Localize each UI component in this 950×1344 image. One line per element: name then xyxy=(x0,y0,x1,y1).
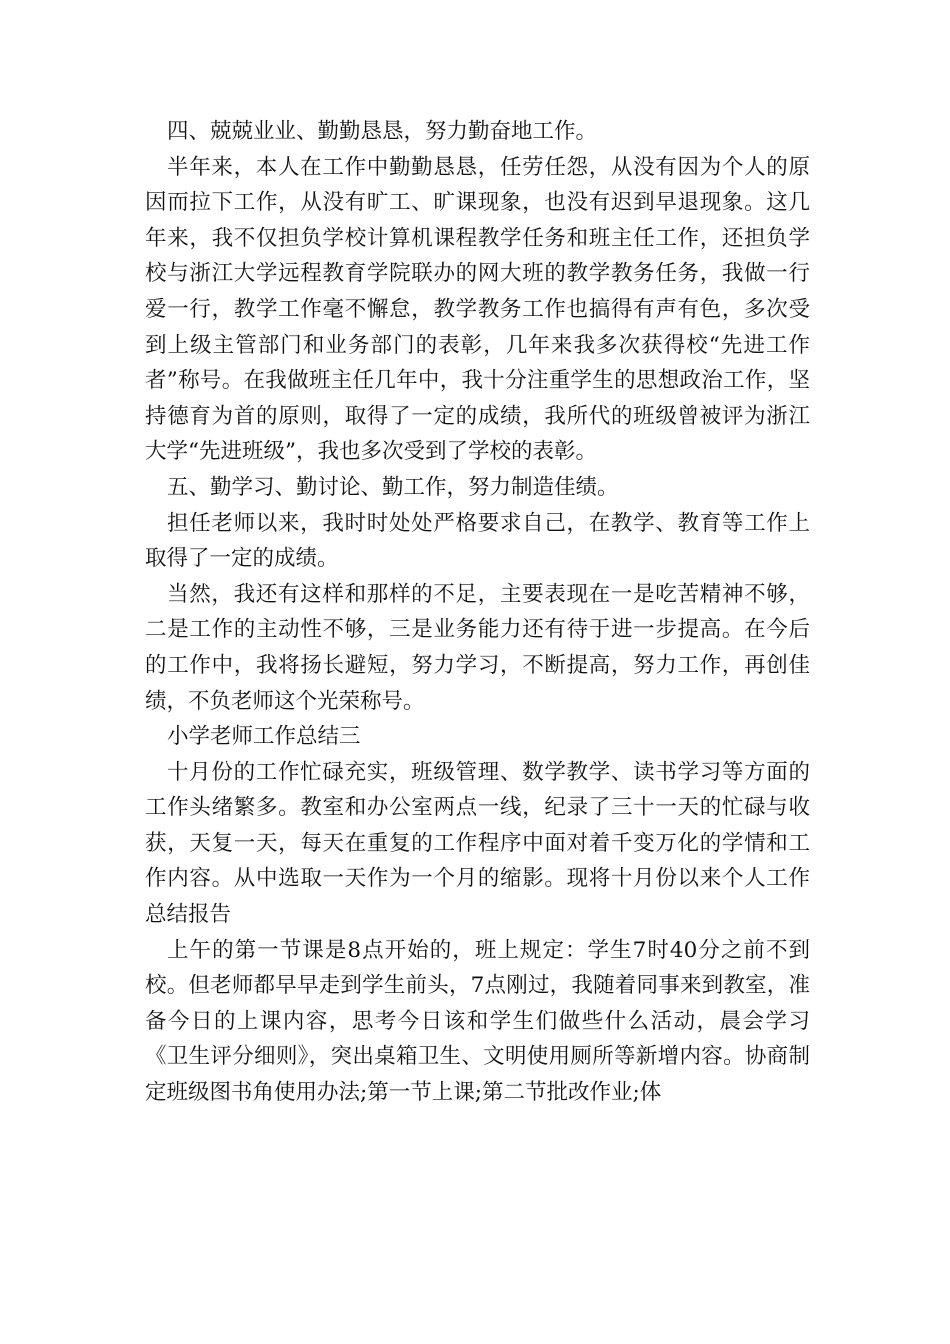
paragraph-october: 十月份的工作忙碌充实，班级管理、数学教学、读书学习等方面的工作头绪繁多。教室和办公室两点一线，纪录了三十一天的忙碌与收获，天复一天，每天在重复的工作程序中面对着千变万化的学情和工作内容。从中选取一天作为一个月的缩影。现将十月份以来个人工作总结报告 xyxy=(145,759,810,928)
paragraph-diligence: 半年来，本人在工作中勤勤恳恳，任劳任怨，从没有因为个人的原因而拉下工作，从没有旷工、旷课现象，也没有迟到早退现象。这几年来，我不仅担负学校计算机课程教学任务和班主任工作，还担负学校与浙江大学远程教育学院联办的网大班的教学教务任务，我做一行爱一行，教学工作毫不懈怠，教学教务工作也搞得有声有色，多次受到上级主管部门和业务部门的表彰，几年来我多次获得校“先进工作者”称号。在我做班主任几年中，我十分注重学生的思想政治工作，坚持德育为首的原则，取得了一定的成绩，我所代的班级曾被评为浙江大学“先进班级”，我也多次受到了学校的表彰。 xyxy=(145,154,810,465)
paragraph-morning-routine: 上午的第一节课是8点开始的，班上规定：学生7时40分之前不到校。但老师都早早走到学生前头，7点刚过，我随着同事来到教室，准备今日的上课内容，思考今日该和学生们做些什么活动，晨会学习《卫生评分细则》，突出桌箱卫生、文明使用厕所等新增内容。协商制定班级图书角使用办法;第一节上课;第二节批改作业;体 xyxy=(145,937,810,1106)
paragraph-achievements: 担任老师以来，我时时处处严格要求自己，在教学、教育等工作上取得了一定的成绩。 xyxy=(145,510,810,572)
section-heading-5: 五、勤学习、勤讨论、勤工作，努力制造佳绩。 xyxy=(167,474,619,500)
paragraph-shortcomings: 当然，我还有这样和那样的不足，主要表现在一是吃苦精神不够，二是工作的主动性不够，三是业务能力还有待于进一步提高。在今后的工作中，我将扬长避短，努力学习，不断提高，努力工作，再创佳绩，不负老师这个光荣称号。 xyxy=(145,581,810,714)
document-page xyxy=(145,114,810,1111)
summary-title-three: 小学老师工作总结三 xyxy=(167,724,361,750)
section-heading-4: 四、兢兢业业、勤勤恳恳，努力勤奋地工作。 xyxy=(167,119,598,144)
